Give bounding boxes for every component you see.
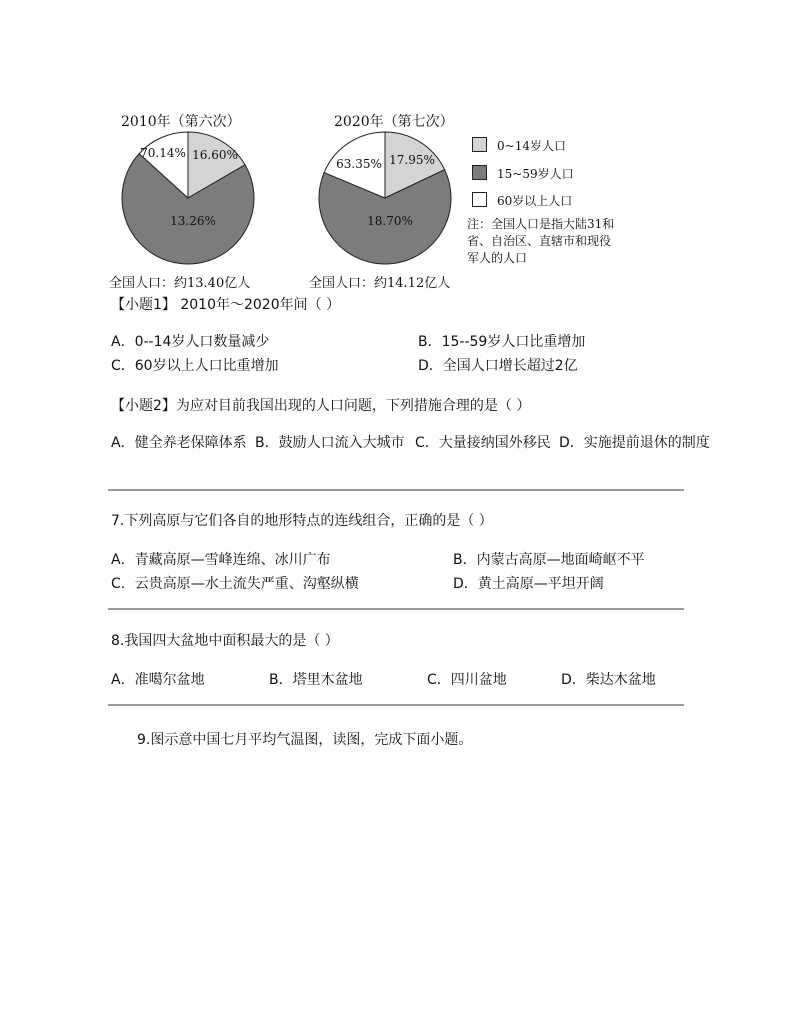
q2-option-c[interactable]: C．大量接纳国外移民 <box>415 435 551 451</box>
q1-option-c[interactable]: C．60岁以上人口比重增加 <box>111 358 279 374</box>
pie-data-label: 70.14% <box>140 146 186 160</box>
legend-label-15-59: 15~59岁人口 <box>497 167 574 181</box>
q8-option-b[interactable]: B．塔里木盆地 <box>269 672 363 688</box>
legend-note: 注：全国人口是指大陆31和省、自治区、直辖市和现役军人的人口 <box>467 217 615 265</box>
q1-option-b[interactable]: B．15--59岁人口比重增加 <box>418 334 586 350</box>
q7-option-d[interactable]: D．黄土高原—平坦开阔 <box>453 576 604 592</box>
q8-option-a[interactable]: A．准噶尔盆地 <box>111 672 205 688</box>
q1-option-a[interactable]: A．0--14岁人口数量减少 <box>111 334 270 350</box>
q1-stem: 【小题1】 2010年～2020年间（ ） <box>111 297 341 313</box>
legend-label-0-14: 0~14岁人口 <box>497 139 566 153</box>
q2-stem: 【小题2】为应对目前我国出现的人口问题，下列措施合理的是（ ） <box>111 398 531 414</box>
pie-2020-title: 2020年（第七次） <box>334 114 454 130</box>
q1-option-d[interactable]: D．全国人口增长超过2亿 <box>418 358 578 374</box>
q9-stem: 9.图示意中国七月平均气温图，读图，完成下面小题。 <box>137 732 473 748</box>
q8-option-d[interactable]: D．柴达木盆地 <box>561 672 656 688</box>
q7-option-a[interactable]: A．青藏高原—雪峰连绵、冰川广布 <box>111 552 331 568</box>
pie-2020 <box>319 132 451 264</box>
pie-data-label: 63.35% <box>336 157 382 171</box>
pie-data-label: 17.95% <box>389 153 435 167</box>
pie-2020-caption: 全国人口：约14.12亿人 <box>309 276 451 291</box>
legend-swatch-15-59 <box>472 165 487 180</box>
q8-stem: 8.我国四大盆地中面积最大的是（ ） <box>111 633 339 649</box>
divider <box>108 608 684 610</box>
pie-2010-title: 2010年（第六次） <box>121 114 241 130</box>
pie-data-label: 18.70% <box>367 214 413 228</box>
legend-label-60plus: 60岁以上人口 <box>497 194 573 208</box>
legend-swatch-60plus <box>472 192 487 207</box>
q7-option-b[interactable]: B．内蒙古高原—地面崎岖不平 <box>453 552 645 568</box>
legend-swatch-0-14 <box>472 137 487 152</box>
pie-data-label: 16.60% <box>192 148 238 162</box>
q7-option-c[interactable]: C．云贵高原—水土流失严重、沟壑纵横 <box>111 576 359 592</box>
pie-charts <box>0 0 794 300</box>
q7-stem: 7.下列高原与它们各自的地形特点的连线组合，正确的是（ ） <box>111 513 493 529</box>
pie-2010 <box>122 132 254 264</box>
pie-data-label: 13.26% <box>170 214 216 228</box>
q8-option-c[interactable]: C．四川盆地 <box>427 672 507 688</box>
q2-option-d[interactable]: D．实施提前退休的制度 <box>559 435 710 451</box>
q2-option-a[interactable]: A．健全养老保障体系 <box>111 435 247 451</box>
pie-2010-caption: 全国人口：约13.40亿人 <box>109 276 251 291</box>
divider <box>108 704 684 706</box>
q2-option-b[interactable]: B．鼓励人口流入大城市 <box>255 435 405 451</box>
divider <box>108 489 684 491</box>
